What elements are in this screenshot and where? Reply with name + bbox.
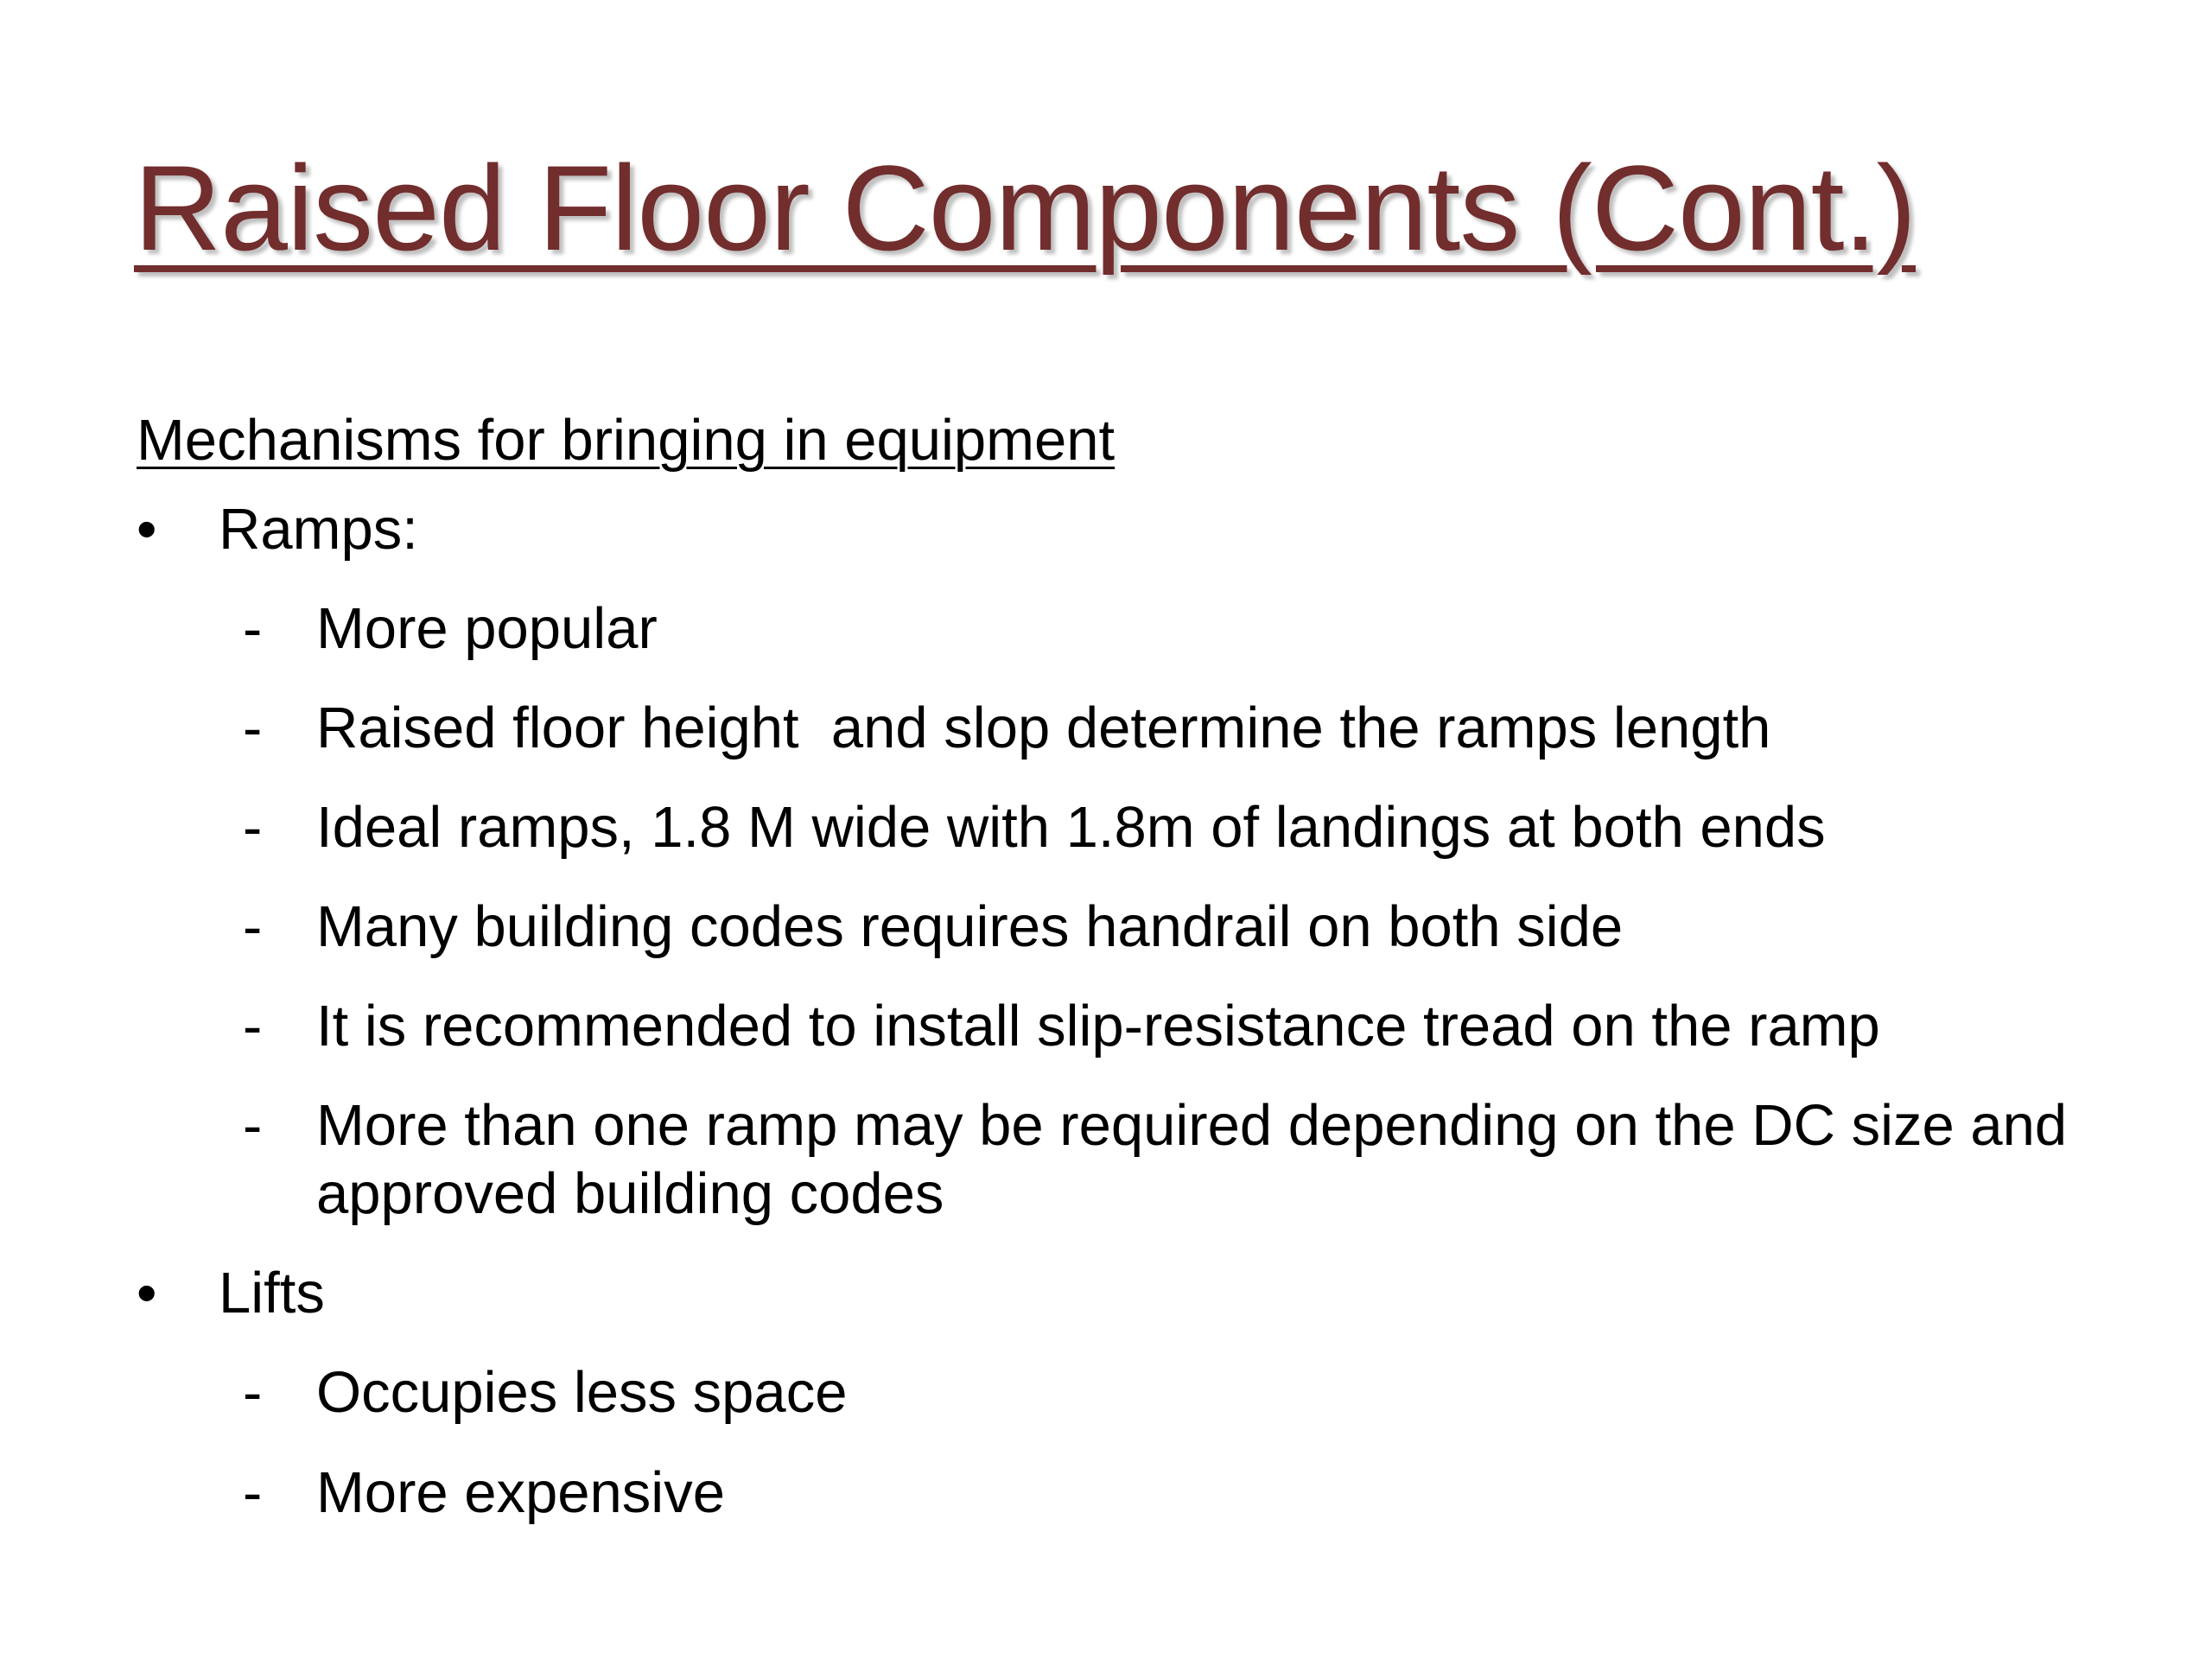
dash-icon: - [243, 994, 263, 1059]
bullet-label: Ramps: [219, 497, 418, 563]
bullet-dot-icon: • [137, 497, 157, 563]
sub-item-text: Occupies less space [316, 1360, 848, 1426]
bullet-item-lifts [137, 1259, 2124, 1327]
dash-icon: - [243, 1093, 263, 1159]
sub-item-text: Raised floor height and slop determine the ramps length [316, 696, 1771, 761]
sub-item [137, 893, 2124, 961]
sub-item [137, 694, 2124, 762]
bullet-dot-icon: • [137, 1261, 157, 1326]
sub-item [137, 1459, 2124, 1527]
slide-content [137, 406, 2124, 1558]
bullet-item-ramps [137, 495, 2124, 563]
dash-icon: - [243, 795, 263, 861]
sub-item-text: It is recommended to install slip-resistance tread on the ramp [316, 994, 1880, 1059]
dash-icon: - [243, 1360, 263, 1426]
sub-item [137, 992, 2124, 1060]
dash-icon: - [243, 596, 263, 662]
section-heading: Mechanisms for bringing in equipment [137, 408, 1116, 473]
dash-icon: - [243, 696, 263, 761]
dash-icon: - [243, 894, 263, 960]
sub-item-text: Ideal ramps, 1.8 M wide with 1.8m of landings at both ends [316, 795, 1826, 861]
sub-item [137, 793, 2124, 861]
sub-item-text: More popular [316, 596, 658, 662]
sub-item [137, 594, 2124, 663]
bullet-label: Lifts [219, 1261, 325, 1326]
sub-item [137, 1358, 2124, 1427]
sub-item-text: More expensive [316, 1459, 725, 1525]
slide-title: Raised Floor Components (Cont.) [134, 140, 1916, 276]
sub-item-text: Many building codes requires handrail on both side [316, 894, 1624, 960]
sub-item [137, 1091, 2124, 1228]
dash-icon: - [243, 1459, 263, 1525]
sub-item-text: More than one ramp may be required depending on the DC size and approved building codes [316, 1093, 2068, 1227]
